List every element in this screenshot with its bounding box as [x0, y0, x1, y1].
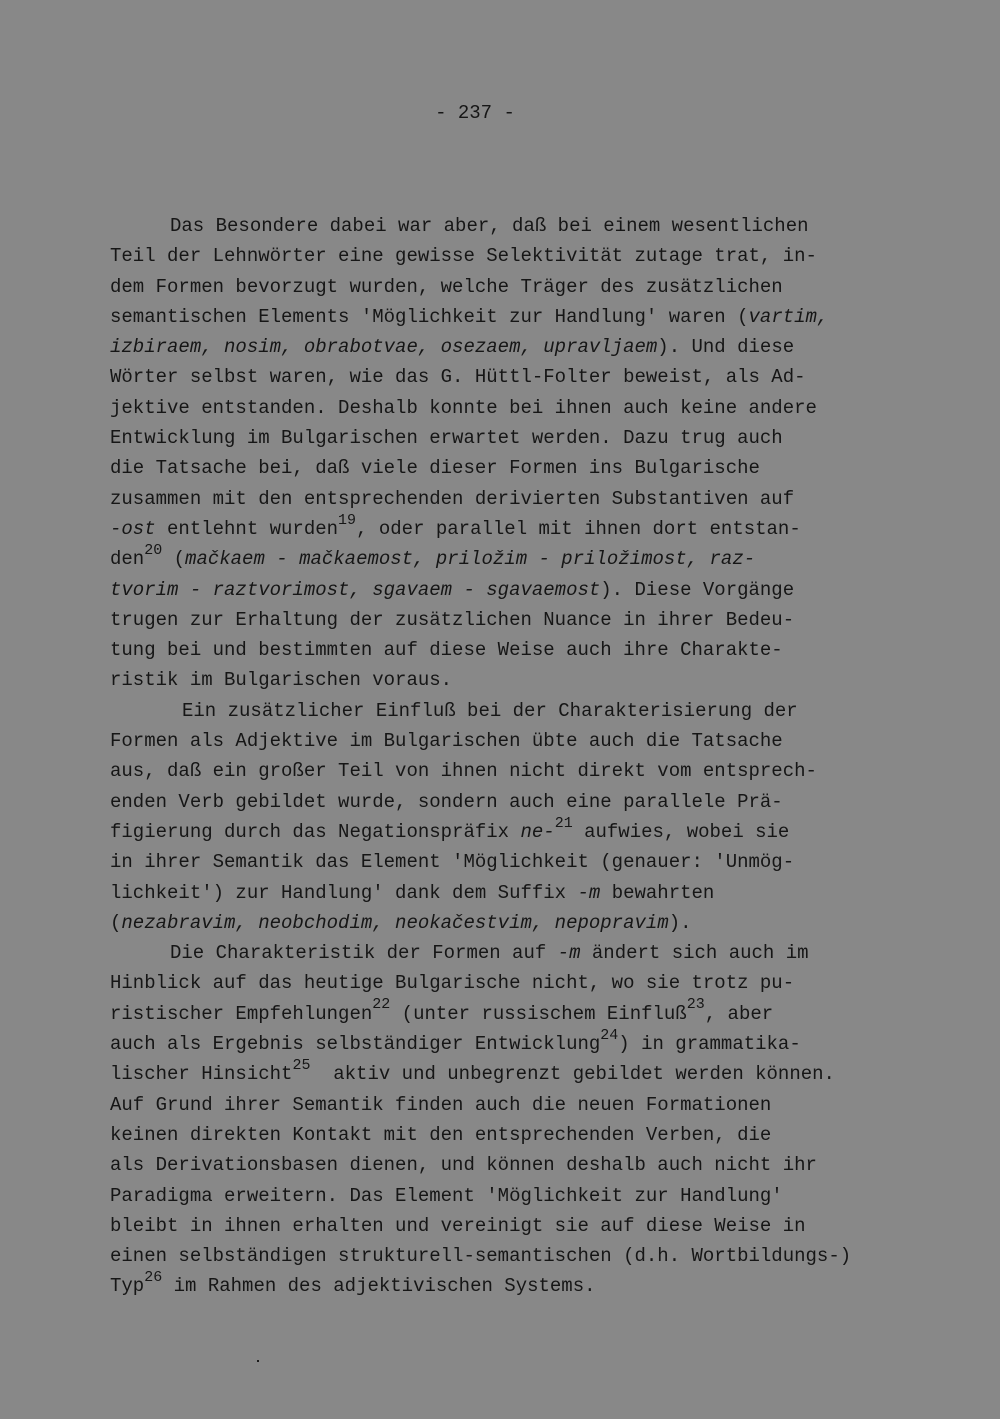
text-line: ristischer Empfehlungen$^{22}$ (unter russischem Einfluß$^{23}$, aber — [110, 996, 774, 1025]
text-line: Teil der Lehnwörter eine gewisse Selektivität zutage trat, in- — [110, 245, 817, 268]
text-line: trugen zur Erhaltung der zusätzlichen Nuance in ihrer Bedeu- — [110, 608, 795, 631]
text-line: Formen als Adjektive im Bulgarischen übte auch die Tatsache — [110, 730, 783, 753]
text-line: aus, daß ein großer Teil von ihnen nicht direkt vom entsprech- — [110, 760, 817, 783]
text-line: tung bei und bestimmten auf diese Weise auch ihre Charakte- — [110, 639, 783, 662]
text-line: (nezabravim, neobchodim, neokačestvim, nepopravim). — [110, 911, 692, 934]
footnote-ref: 19 — [338, 511, 357, 529]
footnote-ref: 25 — [292, 1056, 311, 1074]
text-line: Wörter selbst waren, wie das G. Hüttl-Folter beweist, als Ad- — [110, 366, 806, 389]
scan-speck — [257, 1360, 259, 1362]
text-line: -ost entlehnt wurden$^{19}$, oder parallel mit ihnen dort entstan- — [110, 511, 801, 540]
text-line: Ein zusätzlicher Einfluß bei der Charakterisierung der — [182, 699, 798, 722]
text-line: bleibt in ihnen erhalten und vereinigt sie auf diese Weise in — [110, 1214, 806, 1237]
text-line: izbiraem, nosim, obrabotvae, osezaem, upravljaem). Und diese — [110, 336, 795, 359]
text-line: in ihrer Semantik das Element 'Möglichkeit (genauer: 'Unmög- — [110, 851, 795, 874]
footnote-ref: 23 — [686, 996, 705, 1014]
body-text — [110, 211, 900, 1302]
text-line: einen selbständigen strukturell-semantischen (d.h. Wortbildungs-) — [110, 1245, 852, 1268]
text-line: figierung durch das Negationspräfix ne-$^{21}$ aufwies, wobei sie — [110, 814, 790, 843]
text-line: als Derivationsbasen dienen, und können deshalb auch nicht ihr — [110, 1154, 817, 1177]
footnote-ref: 22 — [372, 996, 391, 1014]
text-line: ristik im Bulgarischen voraus. — [110, 669, 453, 692]
text-line: Das Besondere dabei war aber, daß bei einem wesentlichen — [170, 215, 809, 237]
footnote-ref: 26 — [144, 1269, 163, 1287]
footnote-ref: 20 — [144, 541, 163, 559]
text-line: keinen direkten Kontakt mit den entsprechenden Verben, die — [110, 1123, 772, 1146]
text-line: lischer Hinsicht$^{25}$ aktiv und unbegrenzt gebildet werden können. — [110, 1056, 835, 1086]
footnote-ref: 24 — [600, 1026, 619, 1044]
text-line: Paradigma erweitern. Das Element 'Möglichkeit zur Handlung' — [110, 1184, 783, 1207]
page-number: - 237 - — [435, 102, 515, 124]
text-line: den$^{20}$ (mačkaem - mačkaemost, priložim - priložimost, raz- — [110, 541, 756, 571]
text-line: lichkeit') zur Handlung' dank dem Suffix -m bewahrten — [110, 881, 715, 904]
text-line: Auf Grund ihrer Semantik finden auch die neuen Formationen — [110, 1093, 772, 1116]
text-line: dem Formen bevorzugt wurden, welche Träger des zusätzlichen — [110, 275, 783, 298]
text-line: jektive entstanden. Deshalb konnte bei ihnen auch keine andere — [110, 396, 817, 419]
footnote-ref: 21 — [554, 814, 573, 832]
text-line: Typ$^{26}$ im Rahmen des adjektivischen Systems. — [110, 1269, 596, 1298]
text-line: auch als Ergebnis selbständiger Entwicklung$^{24}$) in grammatika- — [110, 1026, 801, 1056]
text-line: semantischen Elements 'Möglichkeit zur Handlung' waren (vartim, — [110, 305, 829, 328]
text-line: die Tatsache bei, daß viele dieser Formen ins Bulgarische — [110, 457, 760, 480]
text-line: Hinblick auf das heutige Bulgarische nicht, wo sie trotz pu- — [110, 972, 795, 995]
text-line: Die Charakteristik der Formen auf -m ändert sich auch im — [170, 942, 809, 965]
text-line: tvorim - raztvorimost, sgavaem - sgavaemost). Diese Vorgänge — [110, 578, 795, 601]
text-line: enden Verb gebildet wurde, sondern auch eine parallele Prä- — [110, 790, 783, 813]
text-line: zusammen mit den entsprechenden derivierten Substantiven auf — [110, 487, 795, 510]
text-line: Entwicklung im Bulgarischen erwartet werden. Dazu trug auch — [110, 427, 783, 450]
